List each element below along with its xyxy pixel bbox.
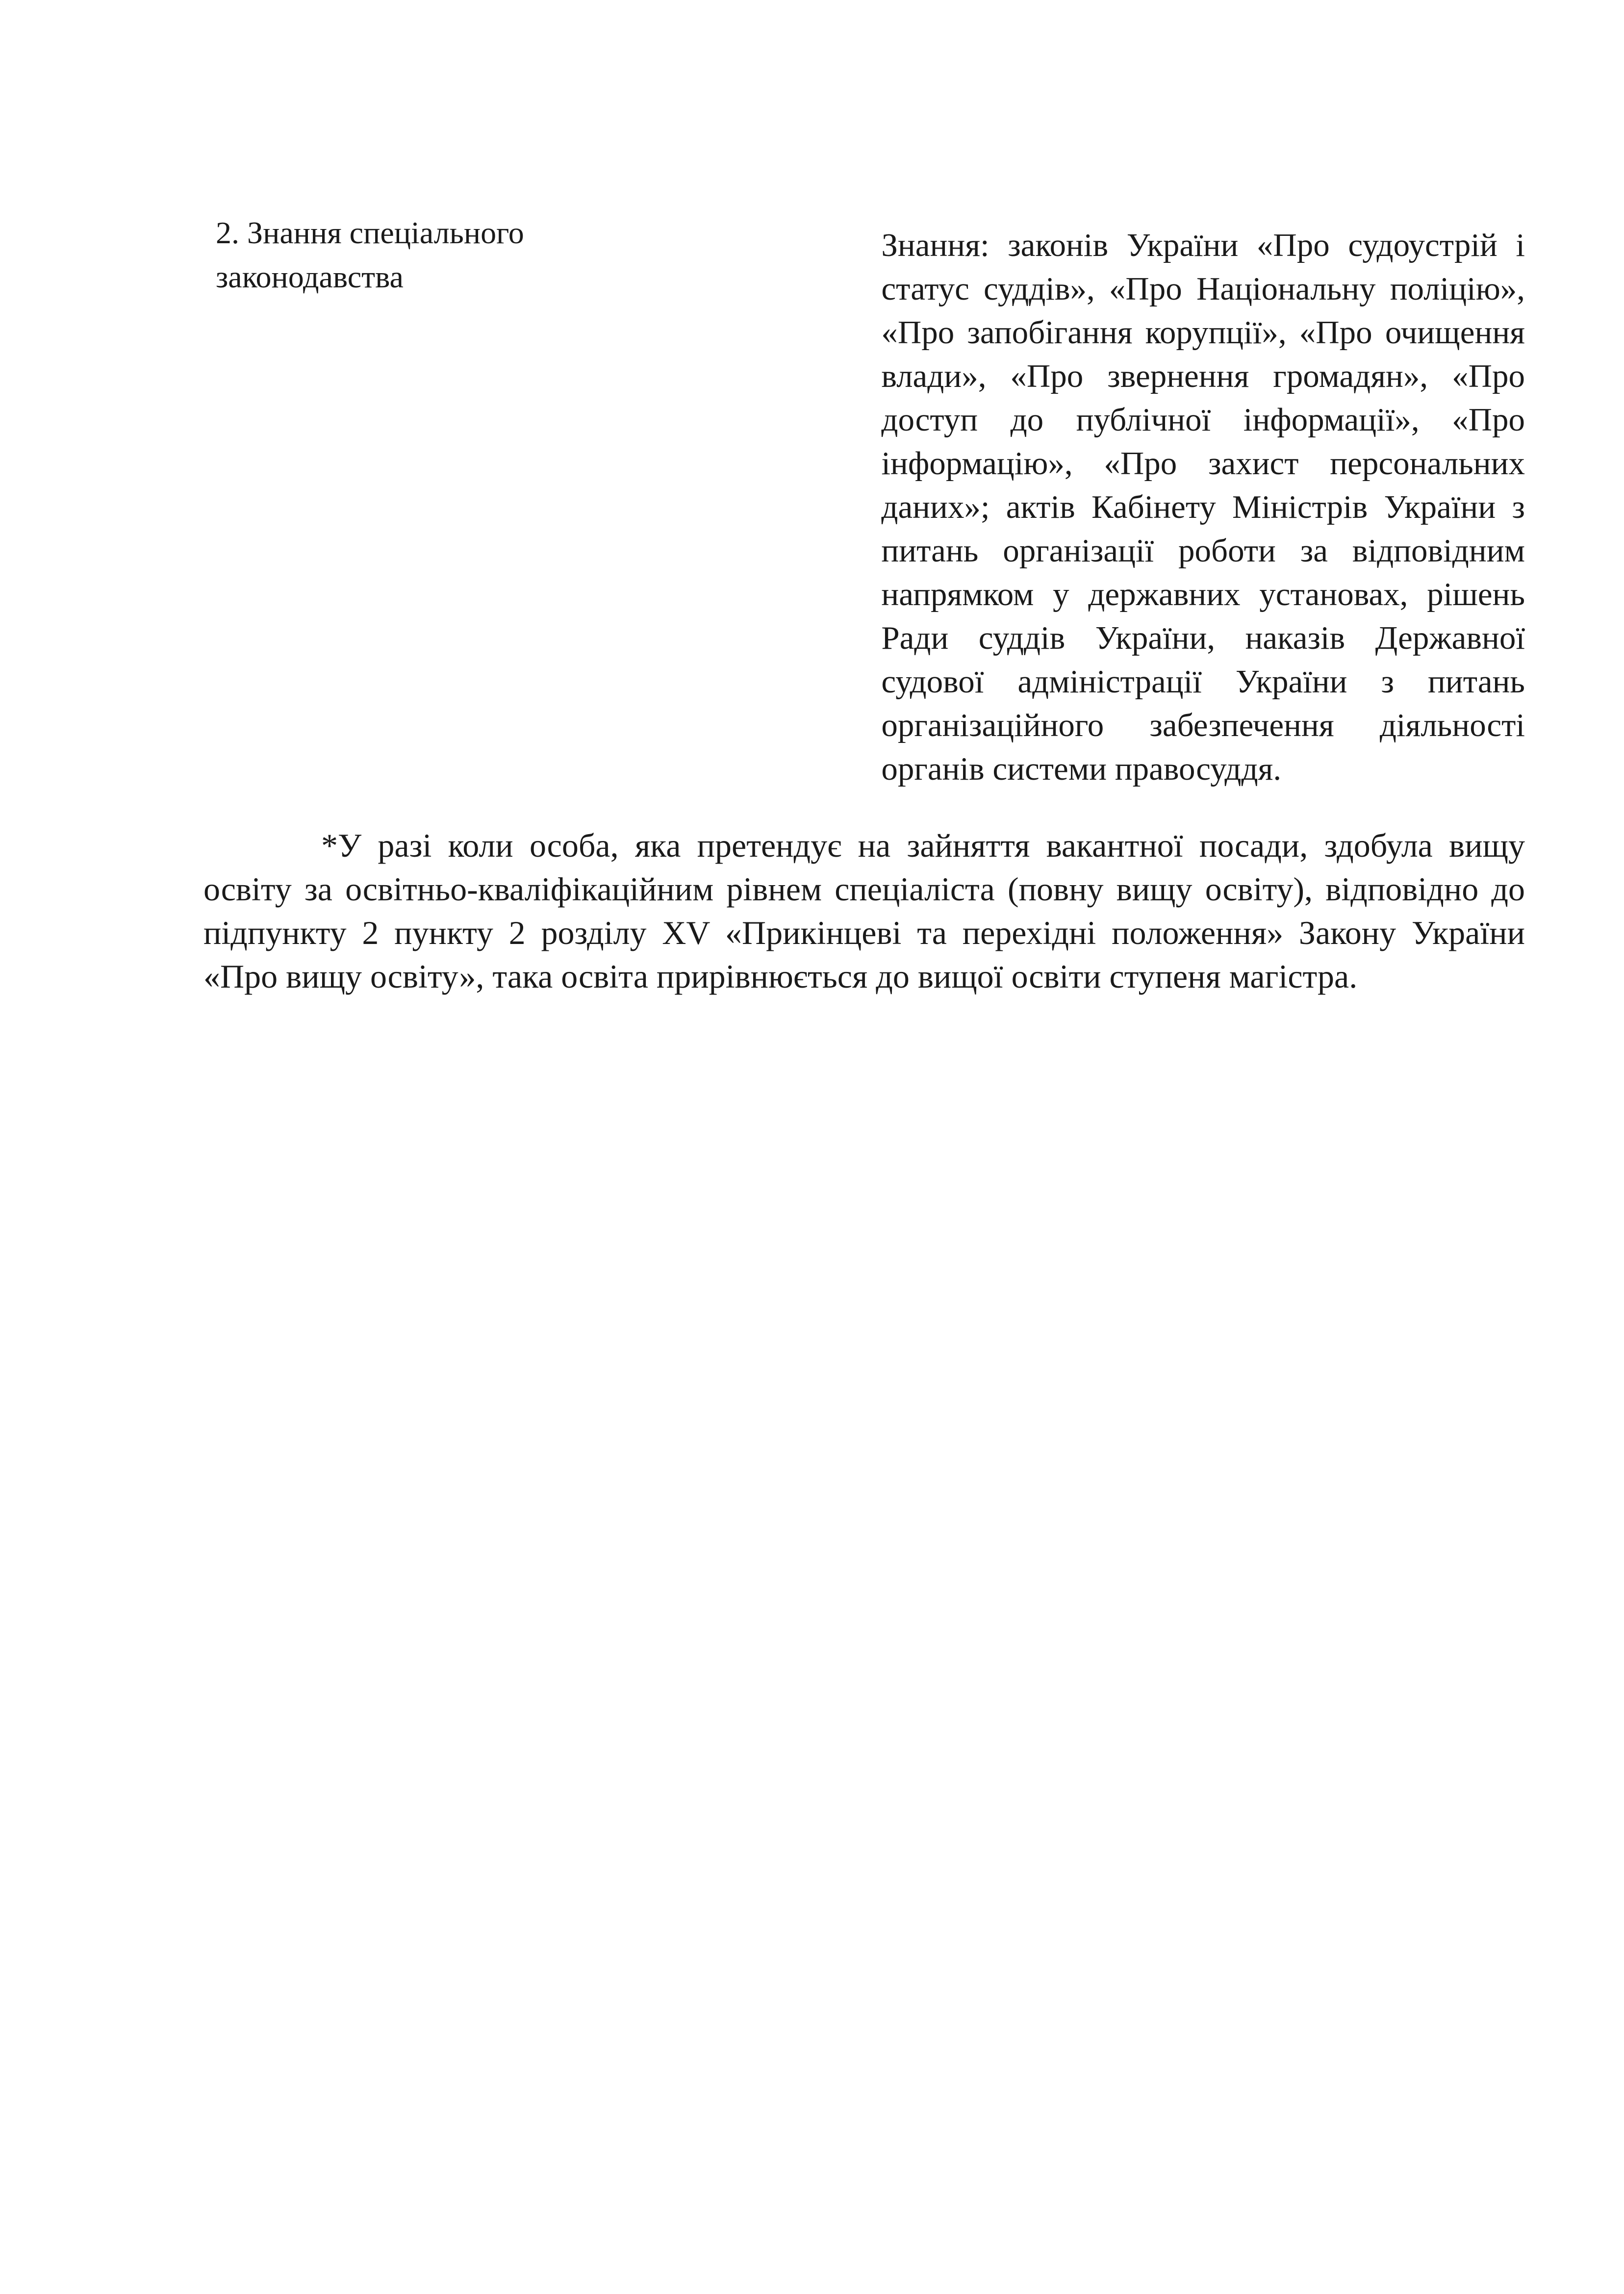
- requirement-description: Знання: законів України «Про судоустрій і статус суддів», «Про Національну поліцію», «Про запобігання корупції», «Про очищення влади», «Про звернення громадян», «Про доступ до публічної інформації», «Про інформацію», «Про захист персональних даних»; актів Кабінету Міністрів України з питань організації роботи за відповідним напрямком у державних установах, рішень Ради суддів України, наказів Державної судової адміністрації України з питань організаційного забезпечення діяльності органів системи правосуддя.: [881, 227, 1525, 787]
- footnote: *У разі коли особа, яка претендує на зайняття вакантної посади, здобула вищу освіту за освітньо-кваліфікаційним рівнем спеціаліста (повну вищу освіту), відповідно до підпункту 2 пункту 2 розділу XV «Прикінцеві та перехідні положення» Закону України «Про вищу освіту», така освіта прирівнюється до вищої освіти ступеня магістра.: [203, 827, 1525, 995]
- requirements-table: [216, 211, 1525, 791]
- column-gap: [704, 211, 881, 791]
- requirement-row: [216, 211, 1525, 791]
- requirement-name: 2. Знання спеціального законодавства: [216, 215, 524, 294]
